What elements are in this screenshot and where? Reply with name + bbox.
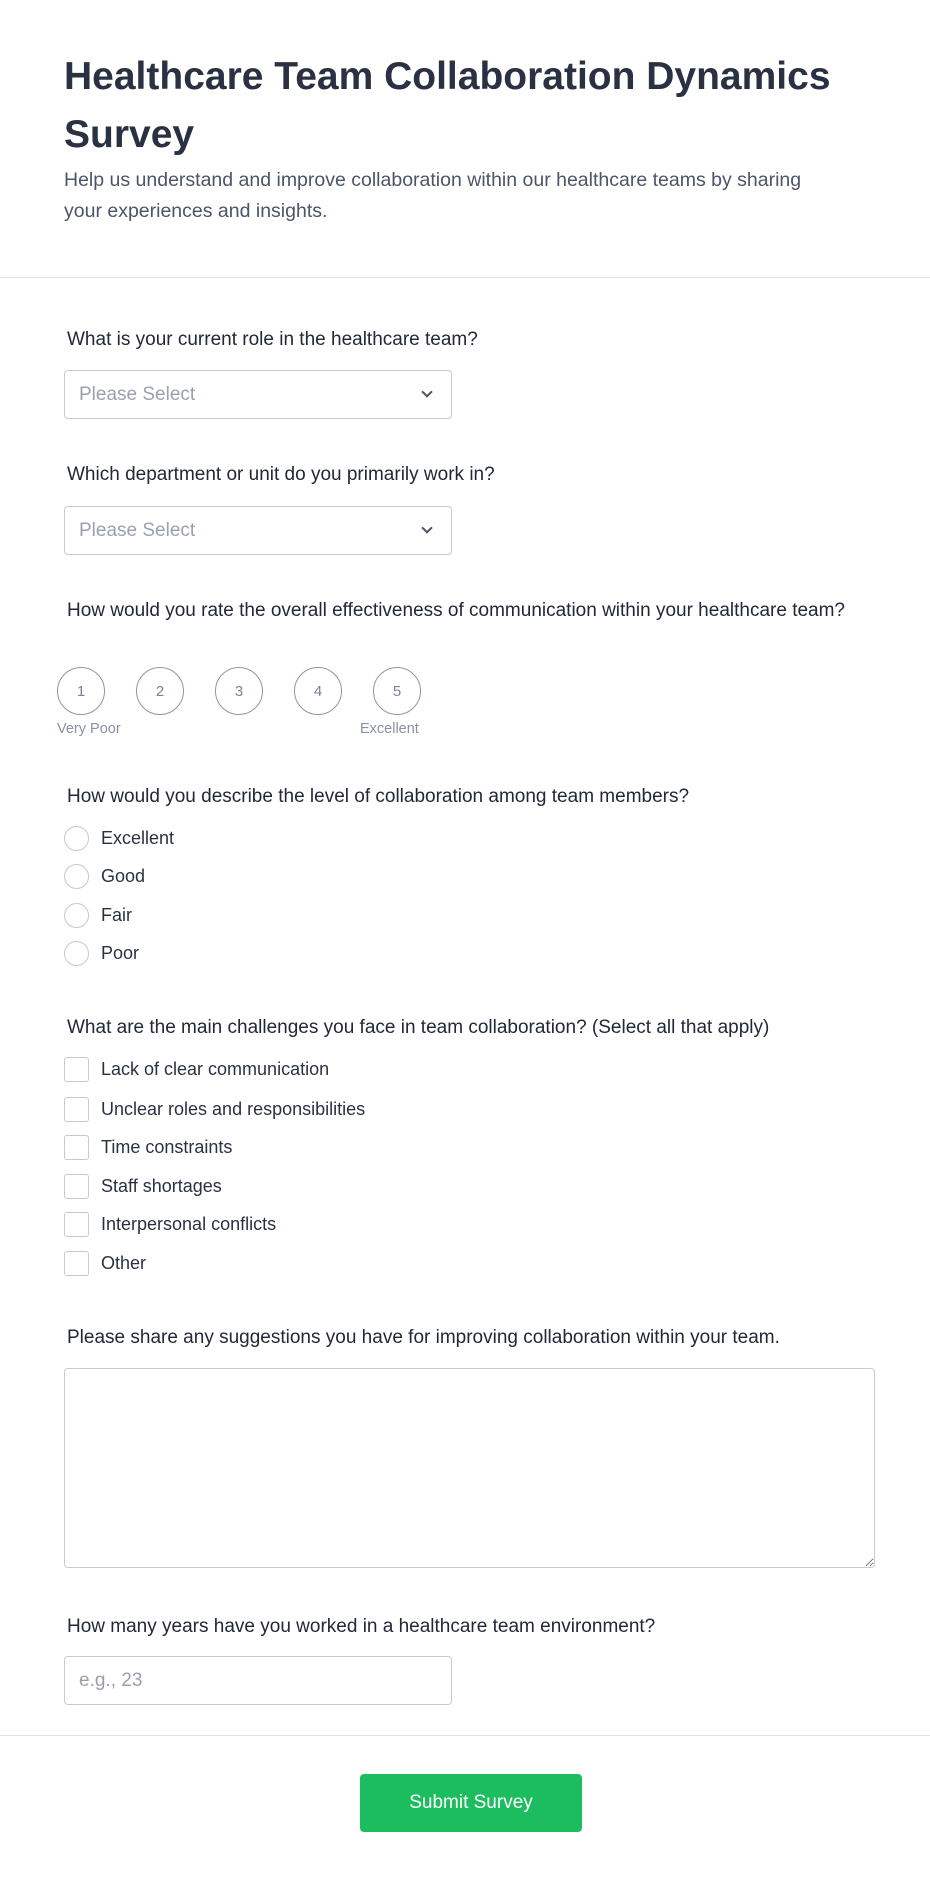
checkbox[interactable] [64, 1174, 89, 1199]
chevron-down-icon [421, 386, 432, 397]
rating-option-2[interactable]: 2 [136, 667, 184, 715]
rating-option-3[interactable]: 3 [215, 667, 263, 715]
rating-option-5[interactable]: 5 [373, 667, 421, 715]
radio-option-excellent[interactable] [64, 826, 174, 851]
role-select[interactable] [64, 370, 452, 419]
radio-label: Good [101, 866, 146, 886]
radio-button[interactable] [64, 941, 89, 966]
checkbox-option[interactable] [64, 1212, 276, 1237]
checkbox[interactable] [64, 1212, 89, 1237]
checkbox-label: Unclear roles and responsibilities [101, 1099, 366, 1119]
suggestions-textarea[interactable] [64, 1368, 875, 1568]
radio-label: Excellent [101, 828, 175, 848]
rating-min-label: Very Poor [57, 721, 121, 737]
communication-rating-label: How would you rate the overall effectiveness of communication within your healthcare team? [67, 600, 845, 621]
checkbox[interactable] [64, 1135, 89, 1160]
suggestions-question-label: Please share any suggestions you have for improving collaboration within your team. [67, 1327, 780, 1348]
checkbox[interactable] [64, 1251, 89, 1276]
checkbox-label: Interpersonal conflicts [101, 1214, 277, 1234]
department-question-label: Which department or unit do you primarily work in? [67, 464, 495, 485]
department-select-value: Please Select [79, 519, 196, 541]
radio-label: Poor [101, 943, 140, 963]
radio-option-good[interactable] [64, 864, 145, 889]
header-divider [0, 277, 930, 278]
submit-survey-button[interactable]: Submit Survey [360, 1774, 582, 1832]
rating-option-1[interactable]: 1 [57, 667, 105, 715]
footer-divider [0, 1735, 930, 1736]
checkbox-option[interactable] [64, 1097, 365, 1122]
role-select-value: Please Select [79, 383, 196, 405]
checkbox-option[interactable] [64, 1057, 329, 1082]
radio-option-poor[interactable] [64, 941, 139, 966]
years-input[interactable] [64, 1656, 452, 1705]
radio-button[interactable] [64, 826, 89, 851]
checkbox-option[interactable] [64, 1251, 146, 1276]
role-question-label: What is your current role in the healthcare team? [67, 329, 478, 350]
rating-option-4[interactable]: 4 [294, 667, 342, 715]
years-question-label: How many years have you worked in a healthcare team environment? [67, 1616, 656, 1637]
chevron-down-icon [421, 522, 432, 533]
collaboration-level-label: How would you describe the level of collaboration among team members? [67, 786, 690, 807]
page-title: Healthcare Team Collaboration Dynamics Survey [64, 55, 831, 156]
checkbox-label: Staff shortages [101, 1176, 222, 1196]
page-subtitle: Help us understand and improve collaboration within our healthcare teams by sharing your experiences and insights. [64, 169, 802, 222]
radio-button[interactable] [64, 864, 89, 889]
checkbox-option[interactable] [64, 1135, 232, 1160]
checkbox-label: Time constraints [101, 1137, 233, 1157]
radio-button[interactable] [64, 903, 89, 928]
checkbox-label: Lack of clear communication [101, 1059, 330, 1079]
radio-label: Fair [101, 905, 132, 925]
department-select[interactable] [64, 506, 452, 555]
checkbox-option[interactable] [64, 1174, 222, 1199]
rating-max-label: Excellent [360, 721, 419, 737]
challenges-question-label: What are the main challenges you face in team collaboration? (Select all that apply) [67, 1017, 770, 1038]
checkbox-label: Other [101, 1253, 147, 1273]
checkbox[interactable] [64, 1057, 89, 1082]
radio-option-fair[interactable] [64, 903, 132, 928]
checkbox[interactable] [64, 1097, 89, 1122]
